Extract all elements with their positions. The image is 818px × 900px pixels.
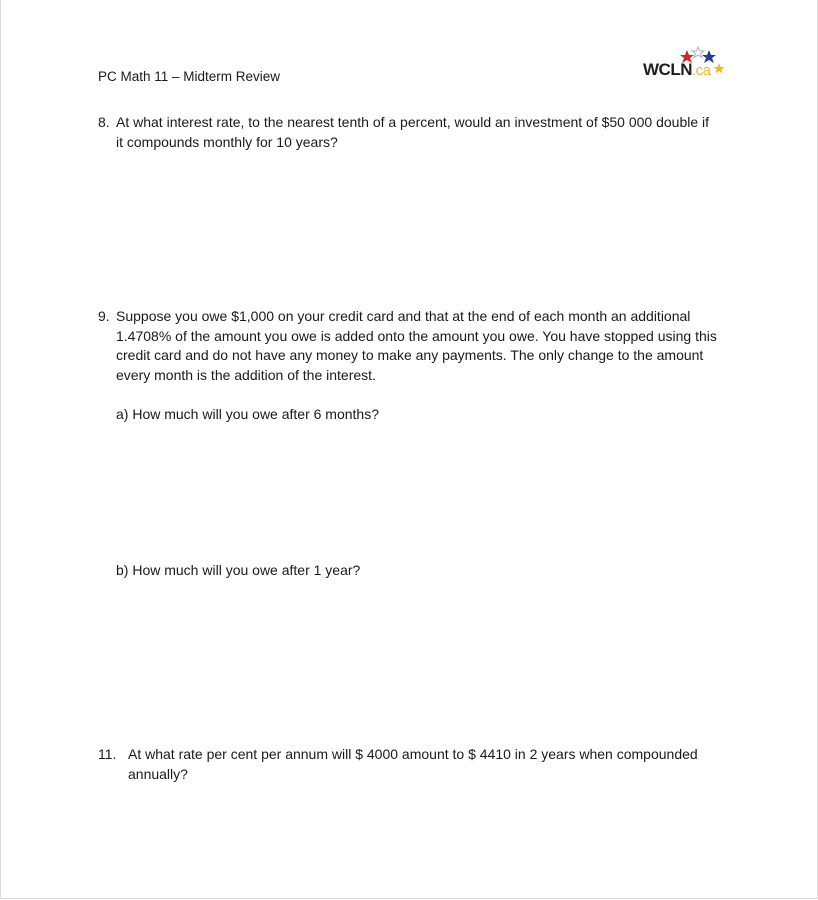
question-11-number: 11. <box>98 746 117 762</box>
question-9-number: 9. <box>98 308 110 324</box>
question-9-part-a: a) How much will you owe after 6 months? <box>116 406 379 422</box>
logo-wordmark <box>643 60 711 80</box>
logo-main-text: WCLN <box>643 60 692 79</box>
question-8-text: At what interest rate, to the nearest tenth of a percent, would an investment of $50 000 double if it compounds monthly for 10 years? <box>116 114 710 150</box>
logo-suffix-text: .ca <box>691 62 711 79</box>
question-11 <box>98 745 718 784</box>
question-8-number: 8. <box>98 114 110 130</box>
question-9-text: Suppose you owe $1,000 on your credit card and that at the end of each month an additional 1.4708% of the amount you owe is added onto the amount you owe. You have stopped using this credit card and do not have any money to make any payments. The only change to the amount every month is the addition of the interest. <box>116 308 717 383</box>
question-8 <box>98 113 718 152</box>
question-9-part-b: b) How much will you owe after 1 year? <box>116 562 361 578</box>
outline-star-icon <box>692 47 704 58</box>
page-header-title: PC Math 11 – Midterm Review <box>98 69 281 84</box>
question-11-text: At what rate per cent per annum will $ 4000 amount to $ 4410 in 2 years when compounded annually? <box>128 746 698 782</box>
wcln-logo <box>643 46 725 84</box>
question-9 <box>98 307 718 385</box>
gold-star-icon <box>714 63 725 74</box>
